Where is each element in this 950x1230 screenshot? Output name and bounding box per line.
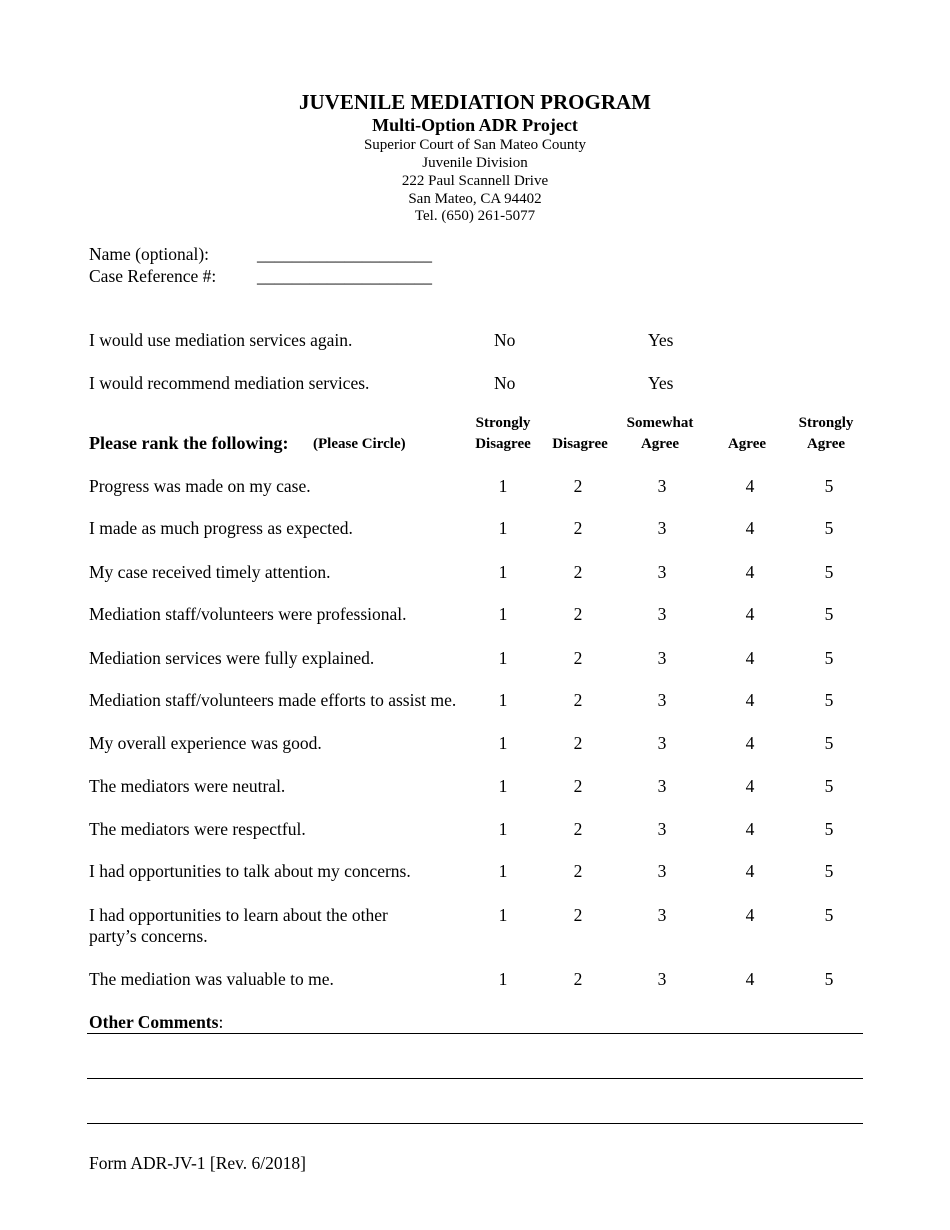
- rating-option[interactable]: 1: [498, 861, 508, 881]
- rating-option[interactable]: 5: [824, 518, 834, 538]
- column-header-line2: Disagree: [552, 436, 608, 452]
- city-address: San Mateo, CA 94402: [408, 191, 542, 207]
- rating-option[interactable]: 5: [824, 562, 834, 582]
- rating-option[interactable]: 4: [745, 905, 755, 925]
- form-title: JUVENILE MEDIATION PROGRAM: [299, 90, 651, 114]
- rating-option[interactable]: 1: [498, 905, 508, 925]
- yes-no-question: I would use mediation services again.: [89, 330, 353, 350]
- rating-option[interactable]: 4: [745, 562, 755, 582]
- yes-option[interactable]: Yes: [648, 373, 674, 393]
- rank-heading: Please rank the following:: [89, 433, 289, 453]
- rating-statement: [89, 819, 306, 840]
- rating-statement-line1: The mediation was valuable to me.: [89, 969, 334, 989]
- rating-option[interactable]: 1: [498, 819, 508, 839]
- rating-option[interactable]: 2: [573, 733, 583, 753]
- rating-option[interactable]: 1: [498, 690, 508, 710]
- rating-option[interactable]: 5: [824, 690, 834, 710]
- rating-option[interactable]: 1: [498, 476, 508, 496]
- rating-option[interactable]: 5: [824, 648, 834, 668]
- rating-statement-line1: Mediation services were fully explained.: [89, 648, 375, 668]
- rank-instruction: (Please Circle): [313, 436, 406, 452]
- rating-statement-line2: party’s concerns.: [89, 926, 208, 946]
- rating-statement-line1: Mediation staff/volunteers made efforts to assist me.: [89, 690, 457, 710]
- column-header: [702, 413, 792, 455]
- comments-label-text: Other Comments: [89, 1012, 219, 1032]
- rating-option[interactable]: 4: [745, 776, 755, 796]
- rating-option[interactable]: 3: [657, 861, 667, 881]
- rating-statement: [89, 969, 334, 990]
- column-header: [615, 413, 705, 455]
- rating-option[interactable]: 4: [745, 969, 755, 989]
- rating-option[interactable]: 2: [573, 648, 583, 668]
- comments-line[interactable]: [87, 1033, 863, 1034]
- rating-option[interactable]: 3: [657, 776, 667, 796]
- rating-statement-line1: My case received timely attention.: [89, 562, 331, 582]
- rating-option[interactable]: 3: [657, 969, 667, 989]
- rating-option[interactable]: 3: [657, 648, 667, 668]
- rating-option[interactable]: 3: [657, 690, 667, 710]
- rating-option[interactable]: 2: [573, 776, 583, 796]
- comments-label-colon: :: [218, 1012, 224, 1032]
- rating-option[interactable]: 3: [657, 476, 667, 496]
- yes-option[interactable]: Yes: [648, 330, 674, 350]
- rating-option[interactable]: 3: [657, 733, 667, 753]
- rating-statement-line1: I had opportunities to talk about my concerns.: [89, 861, 411, 881]
- rating-statement: [89, 861, 411, 882]
- rating-statement: [89, 648, 374, 669]
- rating-option[interactable]: 3: [657, 604, 667, 624]
- name-field[interactable]: ____________________: [257, 244, 432, 264]
- rating-option[interactable]: 1: [498, 562, 508, 582]
- rating-statement-line1: The mediators were neutral.: [89, 776, 286, 796]
- rating-option[interactable]: 2: [573, 861, 583, 881]
- rating-option[interactable]: 2: [573, 518, 583, 538]
- rating-statement: [89, 905, 388, 947]
- rating-option[interactable]: 2: [573, 562, 583, 582]
- rating-option[interactable]: 1: [498, 733, 508, 753]
- case-reference-label: Case Reference #:: [89, 266, 217, 286]
- no-option[interactable]: No: [494, 373, 516, 393]
- rating-option[interactable]: 2: [573, 690, 583, 710]
- rating-statement-line1: The mediators were respectful.: [89, 819, 306, 839]
- rating-option[interactable]: 4: [745, 518, 755, 538]
- rating-option[interactable]: 1: [498, 648, 508, 668]
- rating-option[interactable]: 5: [824, 969, 834, 989]
- division-name: Juvenile Division: [422, 155, 528, 171]
- rating-option[interactable]: 4: [745, 476, 755, 496]
- column-header-line1: [535, 413, 625, 434]
- rating-option[interactable]: 5: [824, 905, 834, 925]
- form-subtitle: Multi-Option ADR Project: [372, 115, 578, 135]
- case-reference-field[interactable]: ____________________: [257, 266, 432, 286]
- column-header-line1: Strongly: [475, 415, 531, 431]
- name-label: Name (optional):: [89, 244, 210, 264]
- rating-option[interactable]: 5: [824, 733, 834, 753]
- rating-option[interactable]: 5: [824, 604, 834, 624]
- rating-option[interactable]: 2: [573, 819, 583, 839]
- rating-statement: [89, 476, 311, 497]
- column-header-line2: Disagree: [475, 436, 531, 452]
- column-header-line2: Agree: [727, 436, 767, 452]
- rating-statement: [89, 518, 353, 539]
- rating-option[interactable]: 4: [745, 604, 755, 624]
- column-header-line2: Agree: [640, 436, 680, 452]
- rating-option[interactable]: 2: [573, 604, 583, 624]
- rating-statement-line1: My overall experience was good.: [89, 733, 322, 753]
- rating-option[interactable]: 5: [824, 861, 834, 881]
- no-option[interactable]: No: [494, 330, 516, 350]
- comments-line[interactable]: [87, 1078, 863, 1079]
- street-address: 222 Paul Scannell Drive: [401, 173, 549, 189]
- rating-statement: [89, 604, 407, 625]
- column-header-line1: Somewhat: [626, 415, 694, 431]
- rating-option[interactable]: 5: [824, 476, 834, 496]
- rating-option[interactable]: 5: [824, 819, 834, 839]
- rating-option[interactable]: 5: [824, 776, 834, 796]
- phone-number: Tel. (650) 261-5077: [414, 208, 536, 224]
- comments-label: [89, 1012, 223, 1033]
- rating-option[interactable]: 2: [573, 476, 583, 496]
- rating-statement: [89, 733, 322, 754]
- rating-option[interactable]: 1: [498, 604, 508, 624]
- column-header: [781, 413, 871, 455]
- column-header-line2: Agree: [806, 436, 846, 452]
- rating-option[interactable]: 3: [657, 905, 667, 925]
- rating-option[interactable]: 4: [745, 733, 755, 753]
- rating-statement: [89, 562, 331, 583]
- rating-option[interactable]: 1: [498, 969, 508, 989]
- column-header-line1: [702, 413, 792, 434]
- rating-statement: [89, 776, 285, 797]
- rating-option[interactable]: 4: [745, 690, 755, 710]
- rating-option[interactable]: 2: [573, 969, 583, 989]
- form-id: Form ADR-JV-1 [Rev. 6/2018]: [89, 1153, 306, 1173]
- comments-line[interactable]: [87, 1123, 863, 1124]
- rating-option[interactable]: 4: [745, 648, 755, 668]
- rating-option[interactable]: 1: [498, 518, 508, 538]
- court-name: Superior Court of San Mateo County: [363, 137, 587, 153]
- rating-statement-line1: Mediation staff/volunteers were professional.: [89, 604, 407, 624]
- rating-option[interactable]: 3: [657, 819, 667, 839]
- rating-statement-line1: I made as much progress as expected.: [89, 518, 353, 538]
- yes-no-question: I would recommend mediation services.: [89, 373, 370, 393]
- rating-option[interactable]: 1: [498, 776, 508, 796]
- rating-statement-line1: I had opportunities to learn about the other: [89, 905, 388, 925]
- rating-statement-line1: Progress was made on my case.: [89, 476, 311, 496]
- column-header: [535, 413, 625, 455]
- rating-option[interactable]: 4: [745, 861, 755, 881]
- rating-option[interactable]: 2: [573, 905, 583, 925]
- rating-option[interactable]: 3: [657, 518, 667, 538]
- rating-option[interactable]: 3: [657, 562, 667, 582]
- rating-statement: [89, 690, 456, 711]
- column-header-line1: Strongly: [798, 415, 854, 431]
- rating-option[interactable]: 4: [745, 819, 755, 839]
